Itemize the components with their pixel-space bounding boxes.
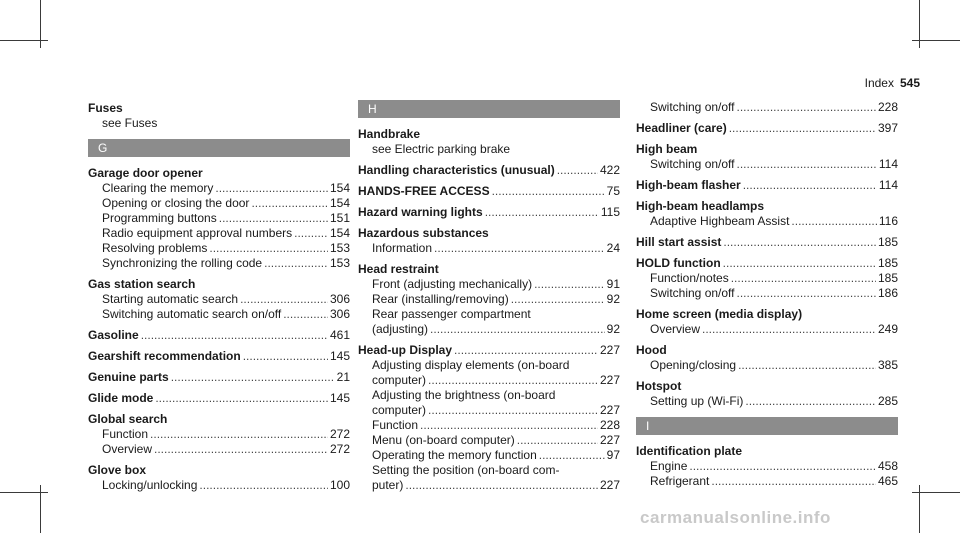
subentry-text: Switching automatic search on/off (102, 307, 282, 321)
entry-page-number[interactable]: 145 (329, 349, 350, 363)
watermark: carmanualsonline.info (640, 508, 831, 527)
entry-title: Genuine parts (88, 370, 169, 384)
subentry-text: computer) (372, 373, 427, 387)
index-entry (636, 120, 898, 136)
subentry-page-number[interactable]: 249 (877, 322, 898, 336)
subentry-page-number[interactable]: 272 (329, 427, 350, 441)
index-entry-heading (358, 126, 620, 142)
index-subentry (636, 214, 898, 229)
leader-dots (791, 214, 876, 229)
leader-dots (215, 181, 328, 196)
leader-dots (430, 322, 605, 337)
leader-dots (737, 286, 876, 301)
index-subentry (358, 433, 620, 448)
index-entry-heading (88, 276, 350, 292)
index-entry (636, 141, 898, 172)
index-subentry (636, 286, 898, 301)
index-entry (358, 261, 620, 337)
entry-title: Head restraint (358, 262, 439, 276)
subentry-text: Switching on/off (650, 100, 735, 114)
subentry-text: Adjusting the brightness (on-board (372, 388, 556, 402)
index-entry (88, 165, 350, 271)
index-entry (358, 162, 620, 178)
leader-dots (454, 342, 598, 358)
subentry-text: Overview (650, 322, 701, 336)
subentry-text: Synchronizing the rolling code (102, 256, 263, 270)
index-entry-heading (636, 177, 898, 193)
leader-dots (511, 292, 605, 307)
index-subentry (358, 358, 620, 373)
entry-title: Handling characteristics (unusual) (358, 163, 555, 177)
entry-title: Glove box (88, 463, 147, 477)
header-section-label: Index (864, 76, 894, 90)
index-entry-heading (88, 411, 350, 427)
subentry-text: see Fuses (102, 116, 158, 130)
index-subentry (88, 292, 350, 307)
subentry-text: Setting up (Wi-Fi) (650, 394, 744, 408)
index-entry-heading (636, 120, 898, 136)
index-entry (636, 100, 898, 115)
index-entry (358, 183, 620, 199)
index-subentry (88, 442, 350, 457)
index-entry (88, 411, 350, 457)
entry-title: Home screen (media display) (636, 307, 803, 321)
entry-title: Gasoline (88, 328, 139, 342)
entry-page-number[interactable]: 185 (877, 256, 898, 270)
index-entry (358, 204, 620, 220)
subentry-page-number[interactable]: 227 (599, 373, 620, 387)
entry-title: Hazardous substances (358, 226, 489, 240)
subentry-text: Opening/closing (650, 358, 737, 372)
section-letter-bar: G (88, 139, 350, 157)
subentry-text: Engine (650, 459, 688, 473)
subentry-page-number[interactable]: 153 (329, 241, 350, 255)
index-entry-heading (88, 165, 350, 181)
index-subentry (636, 474, 898, 489)
index-entry-heading (358, 225, 620, 241)
index-subentry (88, 181, 350, 196)
leader-dots (141, 327, 328, 343)
subentry-text: Overview (102, 442, 153, 456)
index-entry (636, 378, 898, 409)
index-subentry (636, 100, 898, 115)
subentry-page-number[interactable]: 151 (329, 211, 350, 225)
leader-dots (199, 478, 328, 493)
subentry-page-number[interactable]: 91 (606, 277, 620, 291)
subentry-text: Information (372, 241, 433, 255)
index-subentry (636, 322, 898, 337)
subentry-text: (adjusting) (372, 322, 429, 336)
subentry-page-number[interactable]: 228 (599, 418, 620, 432)
index-subentry (88, 226, 350, 241)
index-entry-heading (88, 390, 350, 406)
index-subentry (636, 157, 898, 172)
index-column-2 (358, 100, 620, 498)
subentry-text: Opening or closing the door (102, 196, 250, 210)
entry-title: Identification plate (636, 444, 743, 458)
entry-page-number[interactable]: 461 (329, 328, 350, 342)
subentry-page-number[interactable]: 465 (877, 474, 898, 488)
index-subentry (358, 418, 620, 433)
leader-dots (155, 390, 328, 406)
index-entry (88, 276, 350, 322)
subentry-text: Clearing the memory (102, 181, 214, 195)
crop-mark-bottom-left-h (0, 492, 48, 493)
section-letter-bar: I (636, 417, 898, 435)
entry-page-number[interactable]: 75 (606, 184, 620, 198)
subentry-page-number[interactable]: 458 (877, 459, 898, 473)
leader-dots (737, 100, 876, 115)
subentry-text: Locking/unlocking (102, 478, 198, 492)
leader-dots (485, 204, 599, 220)
subentry-page-number[interactable]: 227 (599, 478, 620, 492)
leader-dots (171, 369, 335, 385)
index-subentry (88, 307, 350, 322)
entry-title: High-beam headlamps (636, 199, 765, 213)
index-entry (358, 342, 620, 493)
index-subentry (358, 277, 620, 292)
index-subentry (358, 241, 620, 256)
leader-dots (240, 292, 328, 307)
subentry-page-number[interactable]: 116 (878, 214, 898, 228)
index-subentry (88, 196, 350, 211)
leader-dots (738, 358, 876, 373)
subentry-page-number[interactable]: 272 (329, 442, 350, 456)
index-entry (88, 390, 350, 406)
subentry-text: Radio equipment approval numbers (102, 226, 293, 240)
entry-title: Headliner (care) (636, 121, 727, 135)
leader-dots (723, 255, 876, 271)
index-entry-heading (636, 234, 898, 250)
entry-title: Hill start assist (636, 235, 722, 249)
leader-dots (283, 307, 328, 322)
subentry-text: Refrigerant (650, 474, 710, 488)
index-entry (636, 177, 898, 193)
leader-dots (723, 234, 876, 250)
leader-dots (737, 157, 877, 172)
index-subentry (88, 256, 350, 271)
index-entry-heading (88, 348, 350, 364)
page-header (865, 76, 920, 90)
leader-dots (294, 226, 328, 241)
subentry-text: see Electric parking brake (372, 142, 511, 156)
subentry-page-number[interactable]: 306 (329, 292, 350, 306)
index-entry-heading (358, 261, 620, 277)
leader-dots (689, 459, 876, 474)
index-subentry (636, 271, 898, 286)
index-subentry (88, 116, 350, 131)
index-subentry (358, 478, 620, 493)
index-entry-heading (358, 162, 620, 178)
index-entry (636, 234, 898, 250)
leader-dots (557, 162, 598, 178)
entry-title: Hotspot (636, 379, 682, 393)
subentry-page-number[interactable]: 114 (878, 157, 898, 171)
subentry-page-number[interactable]: 154 (329, 196, 350, 210)
subentry-page-number[interactable]: 227 (599, 433, 620, 447)
index-subentry (636, 459, 898, 474)
leader-dots (209, 241, 328, 256)
leader-dots (534, 277, 605, 292)
subentry-text: Starting automatic search (102, 292, 239, 306)
index-subentry (88, 478, 350, 493)
leader-dots (434, 241, 605, 256)
leader-dots (150, 427, 328, 442)
index-entry (358, 225, 620, 256)
index-subentry (358, 373, 620, 388)
subentry-text: computer) (372, 403, 427, 417)
entry-page-number[interactable]: 185 (877, 235, 898, 249)
index-entry-heading (636, 306, 898, 322)
leader-dots (702, 322, 876, 337)
entry-title: High beam (636, 142, 698, 156)
leader-dots (251, 196, 328, 211)
index-subentry (358, 307, 620, 322)
entry-page-number[interactable]: 397 (877, 121, 898, 135)
subentry-page-number[interactable]: 97 (606, 448, 620, 462)
index-subentry (358, 388, 620, 403)
index-column-1 (88, 100, 350, 498)
entry-title: Hood (636, 343, 667, 357)
index-entry (358, 126, 620, 157)
subentry-page-number[interactable]: 92 (606, 292, 620, 306)
leader-dots (154, 442, 328, 457)
subentry-page-number[interactable]: 227 (599, 403, 620, 417)
index-entry-heading (88, 369, 350, 385)
index-entry-heading (636, 198, 898, 214)
subentry-page-number[interactable]: 100 (329, 478, 350, 492)
index-entry (636, 255, 898, 301)
subentry-page-number[interactable]: 185 (877, 271, 898, 285)
entry-title: HANDS-FREE ACCESS (358, 184, 490, 198)
index-entry-heading (358, 183, 620, 199)
index-subentry (358, 292, 620, 307)
index-entry (636, 198, 898, 229)
subentry-text: Switching on/off (650, 286, 735, 300)
leader-dots (743, 177, 877, 193)
subentry-text: Menu (on-board computer) (372, 433, 515, 447)
index-entry-heading (636, 141, 898, 157)
index-entry-heading (358, 342, 620, 358)
leader-dots (243, 348, 328, 364)
leader-dots (729, 120, 876, 136)
section-letter-bar: H (358, 100, 620, 118)
leader-dots (492, 183, 605, 199)
subentry-page-number[interactable]: 154 (329, 226, 350, 240)
leader-dots (731, 271, 876, 286)
leader-dots (420, 418, 598, 433)
entry-title: HOLD function (636, 256, 721, 270)
subentry-text: Function (372, 418, 419, 432)
entry-page-number[interactable]: 114 (878, 178, 898, 192)
leader-dots (428, 403, 598, 418)
index-subentry (636, 394, 898, 409)
subentry-text: Rear passenger compartment (372, 307, 531, 321)
index-entry (88, 369, 350, 385)
subentry-page-number[interactable]: 24 (606, 241, 620, 255)
index-entry (636, 342, 898, 373)
crop-mark-bottom-right-h (912, 492, 960, 493)
subentry-page-number[interactable]: 306 (329, 307, 350, 321)
subentry-text: puter) (372, 478, 404, 492)
leader-dots (517, 433, 598, 448)
subentry-text: Adaptive Highbeam Assist (650, 214, 790, 228)
leader-dots (219, 211, 328, 226)
subentry-page-number[interactable]: 186 (877, 286, 898, 300)
index-subentry (358, 448, 620, 463)
page-number: 545 (899, 76, 920, 90)
index-subentry (88, 427, 350, 442)
leader-dots (428, 373, 598, 388)
entry-title: Head-up Display (358, 343, 453, 357)
index-entry (636, 443, 898, 489)
subentry-text: Front (adjusting mechanically) (372, 277, 533, 291)
index-subentry (358, 463, 620, 478)
entry-title: Gas station search (88, 277, 196, 291)
index-subentry (88, 241, 350, 256)
leader-dots (539, 448, 605, 463)
subentry-text: Function (102, 427, 149, 441)
index-entry (88, 100, 350, 131)
entry-title: Handbrake (358, 127, 421, 141)
index-entry-heading (636, 342, 898, 358)
index-subentry (358, 142, 620, 157)
crop-mark-top-left-h (0, 40, 48, 41)
index-entry (88, 327, 350, 343)
subentry-page-number[interactable]: 228 (877, 100, 898, 114)
subentry-text: Adjusting display elements (on-board (372, 358, 570, 372)
leader-dots (405, 478, 598, 493)
subentry-page-number[interactable]: 92 (606, 322, 620, 336)
entry-page-number[interactable]: 422 (599, 163, 620, 177)
entry-title: Global search (88, 412, 168, 426)
entry-title: Gearshift recommendation (88, 349, 241, 363)
entry-page-number[interactable]: 227 (599, 343, 620, 357)
index-entry-heading (88, 327, 350, 343)
index-subentry (88, 211, 350, 226)
subentry-page-number[interactable]: 385 (877, 358, 898, 372)
index-entry-heading (636, 255, 898, 271)
subentry-text: Operating the memory function (372, 448, 537, 462)
index-subentry (636, 358, 898, 373)
index-entry-heading (358, 204, 620, 220)
index-subentry (358, 322, 620, 337)
index-entry (88, 348, 350, 364)
index-subentry (358, 403, 620, 418)
entry-page-number[interactable]: 115 (600, 205, 620, 219)
index-column-3 (636, 100, 898, 494)
leader-dots (264, 256, 328, 271)
subentry-page-number[interactable]: 285 (877, 394, 898, 408)
leader-dots (745, 394, 876, 409)
index-entry-heading (636, 443, 898, 459)
entry-title: Fuses (88, 101, 123, 115)
subentry-text: Setting the position (on-board com- (372, 463, 560, 477)
entry-title: Garage door opener (88, 166, 203, 180)
subentry-page-number[interactable]: 153 (329, 256, 350, 270)
subentry-page-number[interactable]: 154 (329, 181, 350, 195)
index-entry-heading (88, 100, 350, 116)
entry-title: Hazard warning lights (358, 205, 483, 219)
entry-page-number[interactable]: 145 (329, 391, 350, 405)
subentry-text: Programming buttons (102, 211, 217, 225)
index-entry-heading (636, 378, 898, 394)
entry-title: High-beam flasher (636, 178, 741, 192)
index-entry (636, 306, 898, 337)
leader-dots (711, 474, 876, 489)
crop-mark-top-right-h (912, 40, 960, 41)
entry-title: Glide mode (88, 391, 154, 405)
subentry-text: Switching on/off (650, 157, 735, 171)
index-entry-heading (88, 462, 350, 478)
subentry-text: Function/notes (650, 271, 729, 285)
index-entry (88, 462, 350, 493)
subentry-text: Rear (installing/removing) (372, 292, 509, 306)
entry-page-number[interactable]: 21 (336, 370, 350, 384)
subentry-text: Resolving problems (102, 241, 208, 255)
